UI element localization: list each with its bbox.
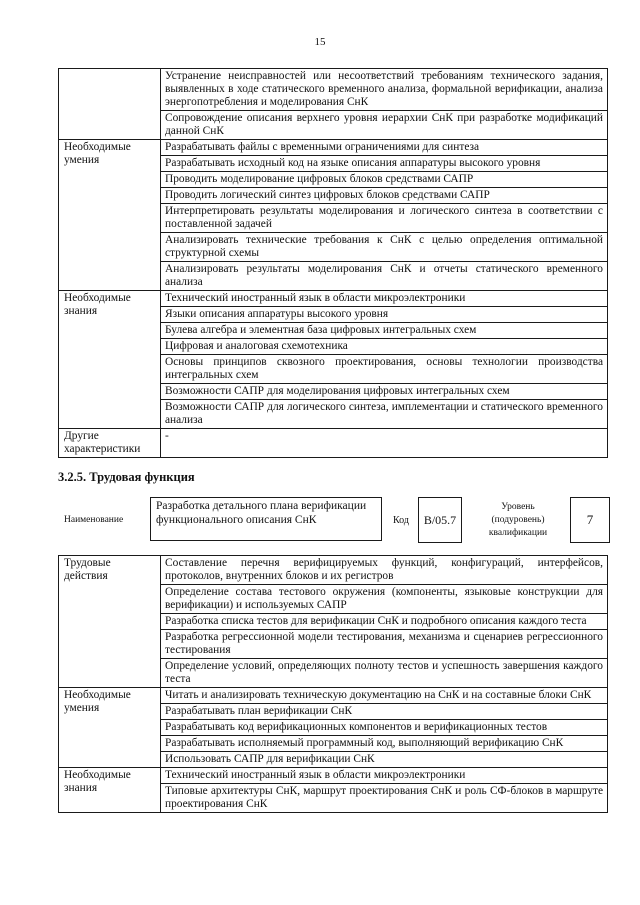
name-label: Наименование: [64, 515, 124, 525]
row-item-text: Проводить логический синтез цифровых блоков средствами САПР: [161, 188, 608, 204]
row-item-text: Разрабатывать файлы с временными ограничениями для синтеза: [161, 140, 608, 156]
row-item-text: Языки описания аппаратуры высокого уровня: [161, 307, 608, 323]
row-item-text: Технический иностранный язык в области микроэлектроники: [161, 291, 608, 307]
table-row: [59, 69, 608, 111]
qualification-level-label: Уровень (подуровень) квалификации: [488, 502, 548, 538]
row-item-text: Определение условий, определяющих полноту тестов и успешность завершения каждого теста: [161, 659, 608, 688]
row-item-text: Булева алгебра и элементная база цифровых интегральных схем: [161, 323, 608, 339]
row-item-text: Читать и анализировать техническую документацию на СнК и на составные блоки СнК: [161, 688, 608, 704]
function-name-box: Разработка детального плана верификации функционального описания СнК: [150, 497, 382, 541]
row-category-label: Другие характеристики: [59, 429, 161, 458]
row-category-label: Необходимые знания: [59, 768, 161, 813]
row-item-text: Разрабатывать исходный код на языке описания аппаратуры высокого уровня: [161, 156, 608, 172]
row-category-label: Необходимые умения: [59, 140, 161, 291]
table-row: [59, 291, 608, 307]
row-item-text: Разрабатывать код верификационных компонентов и верификационных тестов: [161, 720, 608, 736]
row-category-label: Необходимые умения: [59, 688, 161, 768]
row-item-text: Возможности САПР для моделирования цифровых интегральных схем: [161, 384, 608, 400]
requirements-table-2: [58, 555, 608, 813]
section-heading: 3.2.5. Трудовая функция: [58, 470, 195, 484]
row-item-text: Технический иностранный язык в области микроэлектроники: [161, 768, 608, 784]
row-item-text: Составление перечня верифицируемых функций, конфигураций, интерфейсов, протоколов, внутренних блоков и их регистров: [161, 556, 608, 585]
table-row: [59, 768, 608, 784]
row-item-text: Типовые архитектуры СнК, маршрут проектирования СнК и роль СФ-блоков в маршруте проектирования СнК: [161, 784, 608, 813]
qualification-level-box: 7: [570, 497, 610, 543]
page-number: 15: [314, 36, 326, 48]
table-row: [59, 429, 608, 458]
requirements-table-1: [58, 68, 608, 458]
row-item-text: Интерпретировать результаты моделирования и логического синтеза в соответствии с поставленной задачей: [161, 204, 608, 233]
row-item-text: -: [161, 429, 608, 458]
row-item-text: Использовать САПР для верификации СнК: [161, 752, 608, 768]
table-row: [59, 556, 608, 585]
row-item-text: Анализировать результаты моделирования СнК и отчеты статического временного анализа: [161, 262, 608, 291]
row-item-text: Разработка регрессионной модели тестирования, механизма и сценариев регрессионного тестирования: [161, 630, 608, 659]
row-item-text: Устранение неисправностей или несоответствий требованиям технического задания, выявленных в ходе статического временного анализа, формальной верификации, анализа энергопотребления и моделирования СнК: [161, 69, 608, 111]
row-item-text: Сопровождение описания верхнего уровня иерархии СнК при разработке модификаций данной СнК: [161, 111, 608, 140]
row-category-label: Необходимые знания: [59, 291, 161, 429]
row-item-text: Проводить моделирование цифровых блоков средствами САПР: [161, 172, 608, 188]
code-box: B/05.7: [418, 497, 462, 543]
table-row: [59, 688, 608, 704]
labor-function-header: [58, 497, 608, 545]
row-item-text: Анализировать технические требования к СнК с целью определения оптимальной структурной схемы: [161, 233, 608, 262]
table-row: [59, 140, 608, 156]
code-label: Код: [393, 515, 409, 526]
row-category-label: Трудовые действия: [59, 556, 161, 688]
row-item-text: Возможности САПР для логического синтеза, имплементации и статического временного анализа: [161, 400, 608, 429]
row-item-text: Определение состава тестового окружения (компоненты, языковые конструкции для верификации) и используемых САПР: [161, 585, 608, 614]
row-item-text: Цифровая и аналоговая схемотехника: [161, 339, 608, 355]
row-item-text: Основы принципов сквозного проектирования, основы технологии производства интегральных схем: [161, 355, 608, 384]
row-item-text: Разработка списка тестов для верификации СнК и подробного описания каждого теста: [161, 614, 608, 630]
row-item-text: Разрабатывать план верификации СнК: [161, 704, 608, 720]
row-category-label: [59, 69, 161, 140]
row-item-text: Разрабатывать исполняемый программный код, выполняющий верификацию СнК: [161, 736, 608, 752]
